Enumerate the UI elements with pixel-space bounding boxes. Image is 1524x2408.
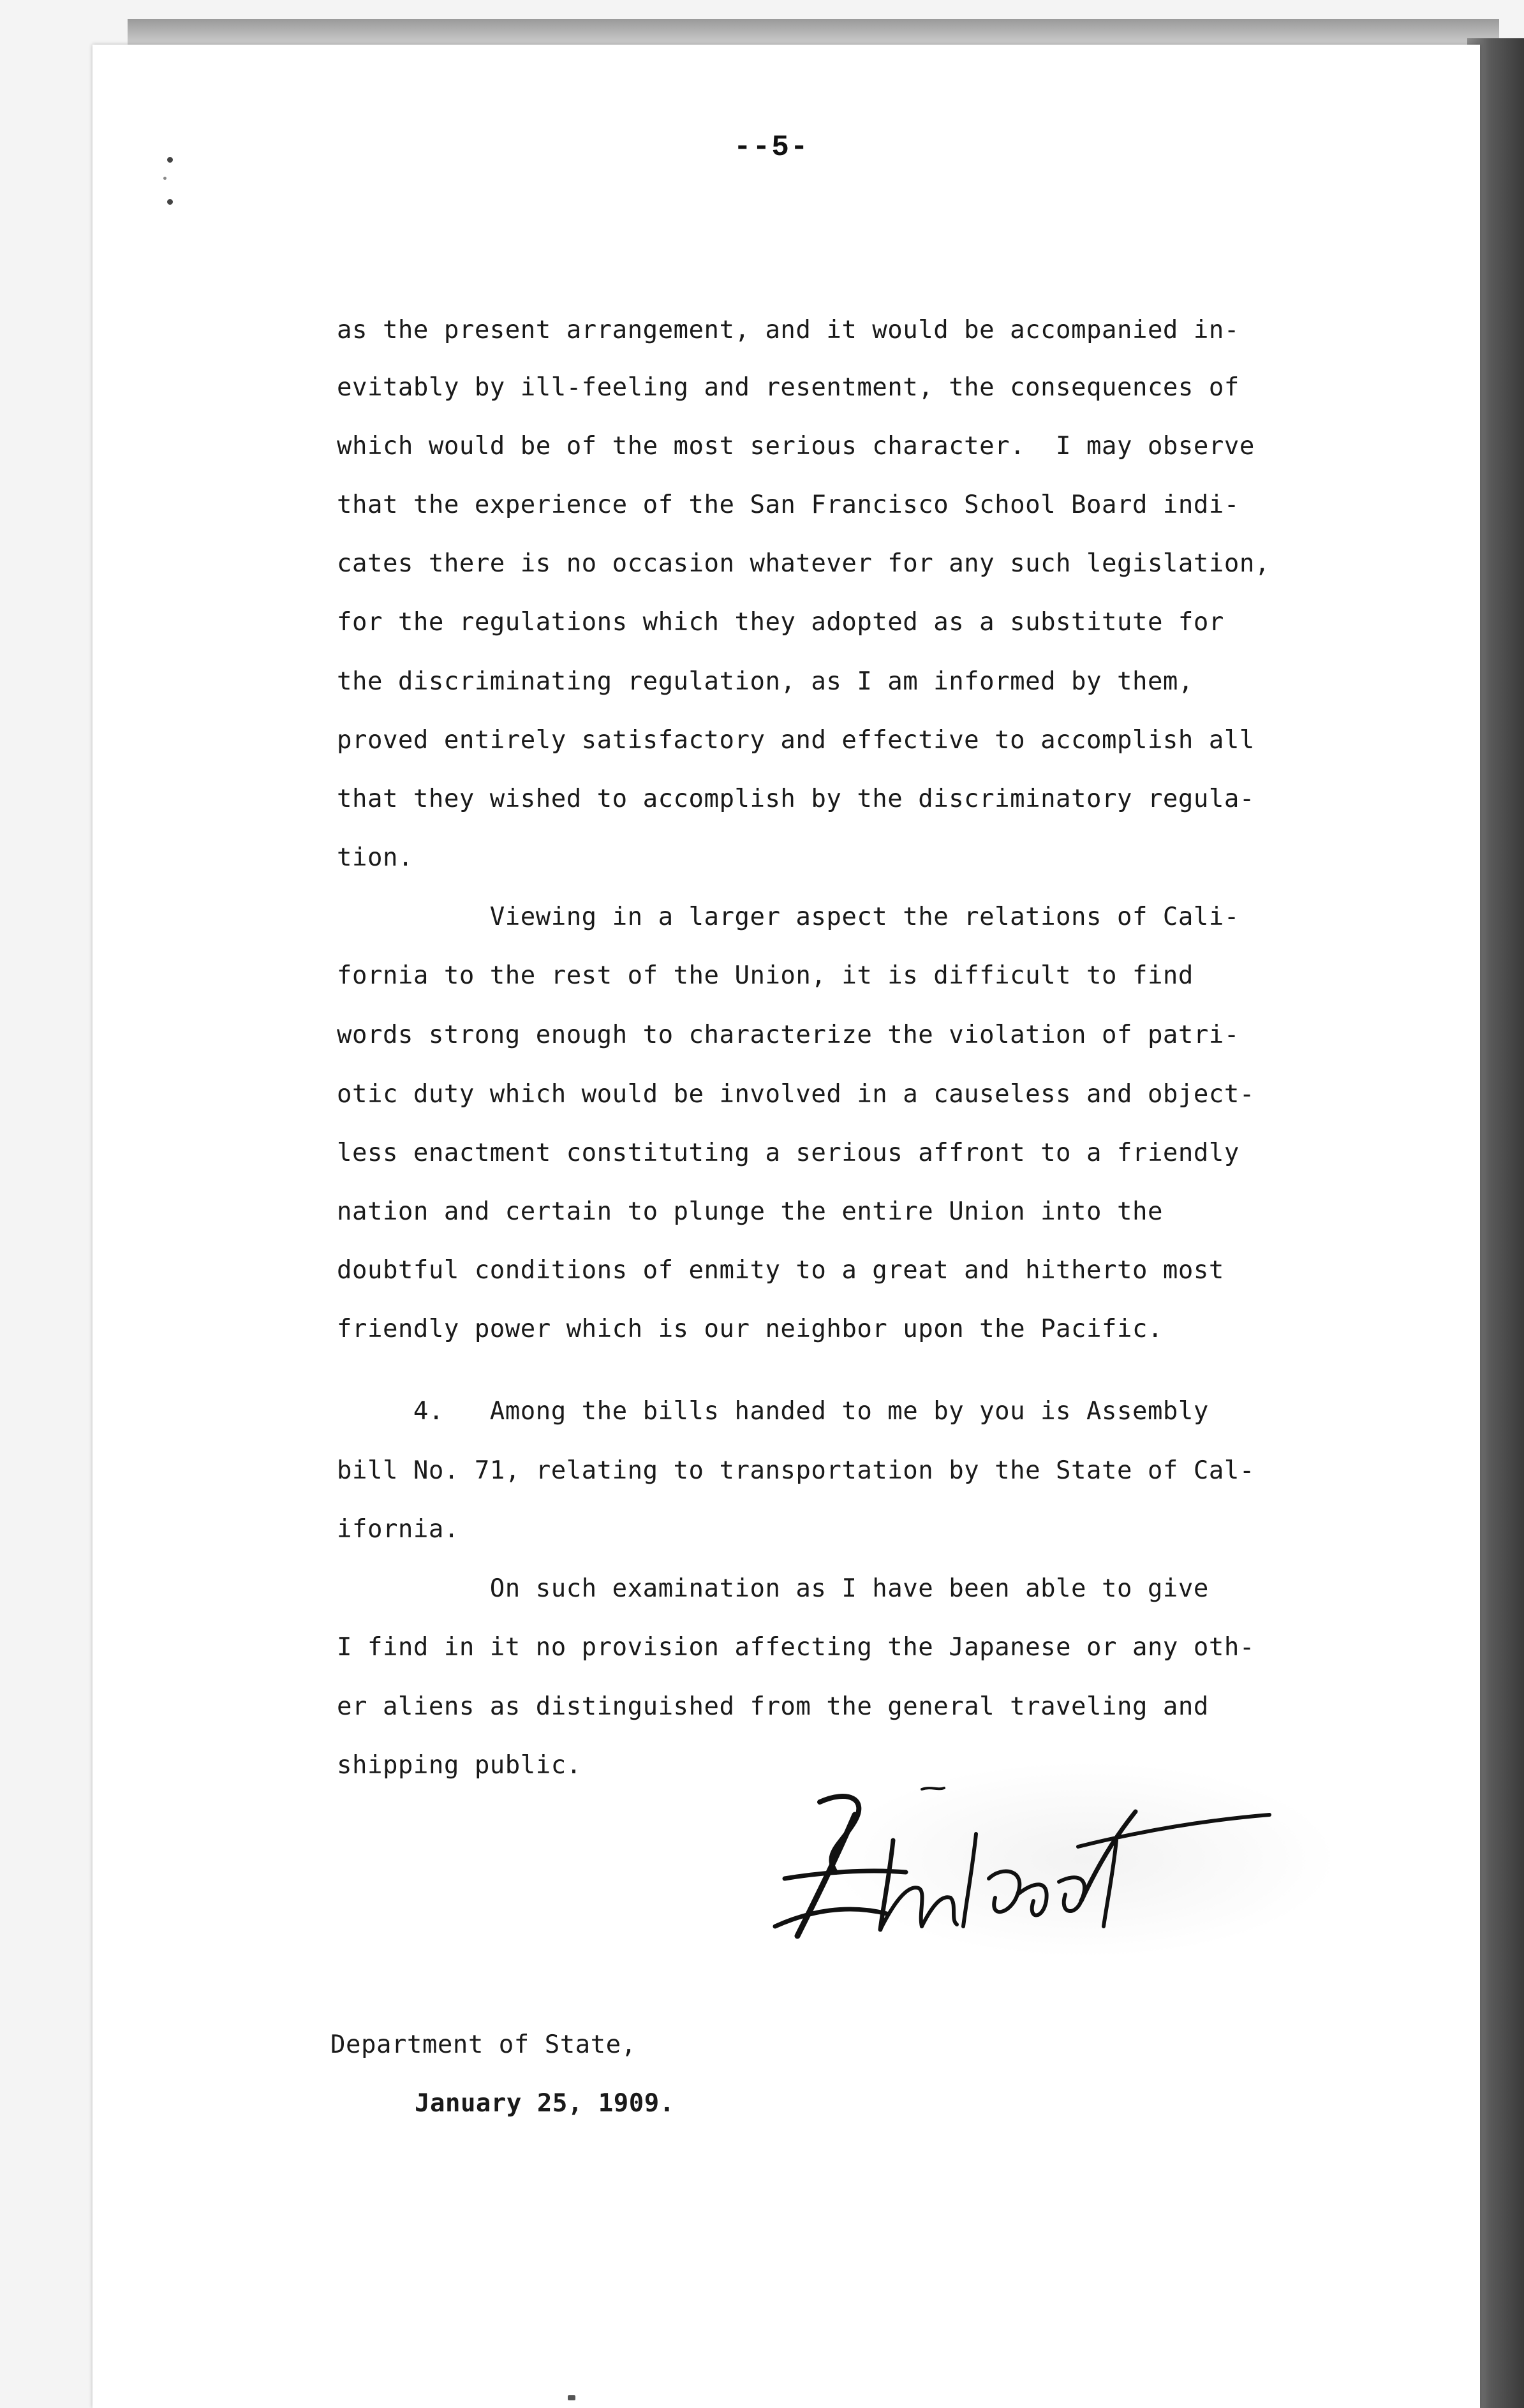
margin-mark <box>167 157 173 163</box>
scan-artifact <box>568 2395 575 2400</box>
closing-date: January 25, 1909. <box>415 2089 675 2118</box>
margin-mark <box>167 199 173 205</box>
body-text-line: that they wished to accomplish by the discriminatory regula- <box>337 785 1255 813</box>
closing-department: Department of State, <box>330 2030 637 2059</box>
body-text-line: ifornia. <box>337 1515 459 1544</box>
body-text-line: doubtful conditions of enmity to a great and hitherto most <box>337 1256 1224 1285</box>
body-text-line: tion. <box>337 843 413 872</box>
body-text-line: for the regulations which they adopted as a substitute for <box>337 608 1224 637</box>
body-text-line: words strong enough to characterize the violation of patri- <box>337 1021 1239 1049</box>
body-text-line: that the experience of the San Francisco School Board indi- <box>337 491 1239 519</box>
body-text-line: er aliens as distinguished from the general traveling and <box>337 1692 1209 1721</box>
page-number: --5- <box>734 131 810 164</box>
body-text-line: shipping public. <box>337 1751 582 1780</box>
body-text-line: evitably by ill-feeling and resentment, the consequences of <box>337 373 1239 402</box>
body-text-line: the discriminating regulation, as I am informed by them, <box>337 667 1194 696</box>
body-text-line: bill No. 71, relating to transportation by the State of Cal- <box>337 1456 1255 1485</box>
body-text-line: nation and certain to plunge the entire Union into the <box>337 1197 1163 1226</box>
body-text-line: friendly power which is our neighbor upon the Pacific. <box>337 1315 1163 1343</box>
body-text-line: Viewing in a larger aspect the relations of Cali- <box>337 903 1239 931</box>
body-text-line: less enactment constituting a serious affront to a friendly <box>337 1139 1239 1167</box>
body-text-line: 4. Among the bills handed to me by you is Assembly <box>337 1397 1209 1426</box>
handwritten-signature <box>759 1776 1365 1949</box>
body-text-line: otic duty which would be involved in a causeless and object- <box>337 1080 1255 1109</box>
body-text-line: fornia to the rest of the Union, it is difficult to find <box>337 961 1194 990</box>
body-text-line: cates there is no occasion whatever for any such legislation, <box>337 549 1270 578</box>
body-text-line: On such examination as I have been able to give <box>337 1574 1209 1603</box>
margin-mark <box>163 177 166 180</box>
body-text-line: proved entirely satisfactory and effective to accomplish all <box>337 726 1255 755</box>
body-text-line: I find in it no provision affecting the Japanese or any oth- <box>337 1633 1255 1662</box>
body-text-line: as the present arrangement, and it would be accompanied in- <box>337 316 1239 344</box>
body-text-line: which would be of the most serious character. I may observe <box>337 432 1255 461</box>
